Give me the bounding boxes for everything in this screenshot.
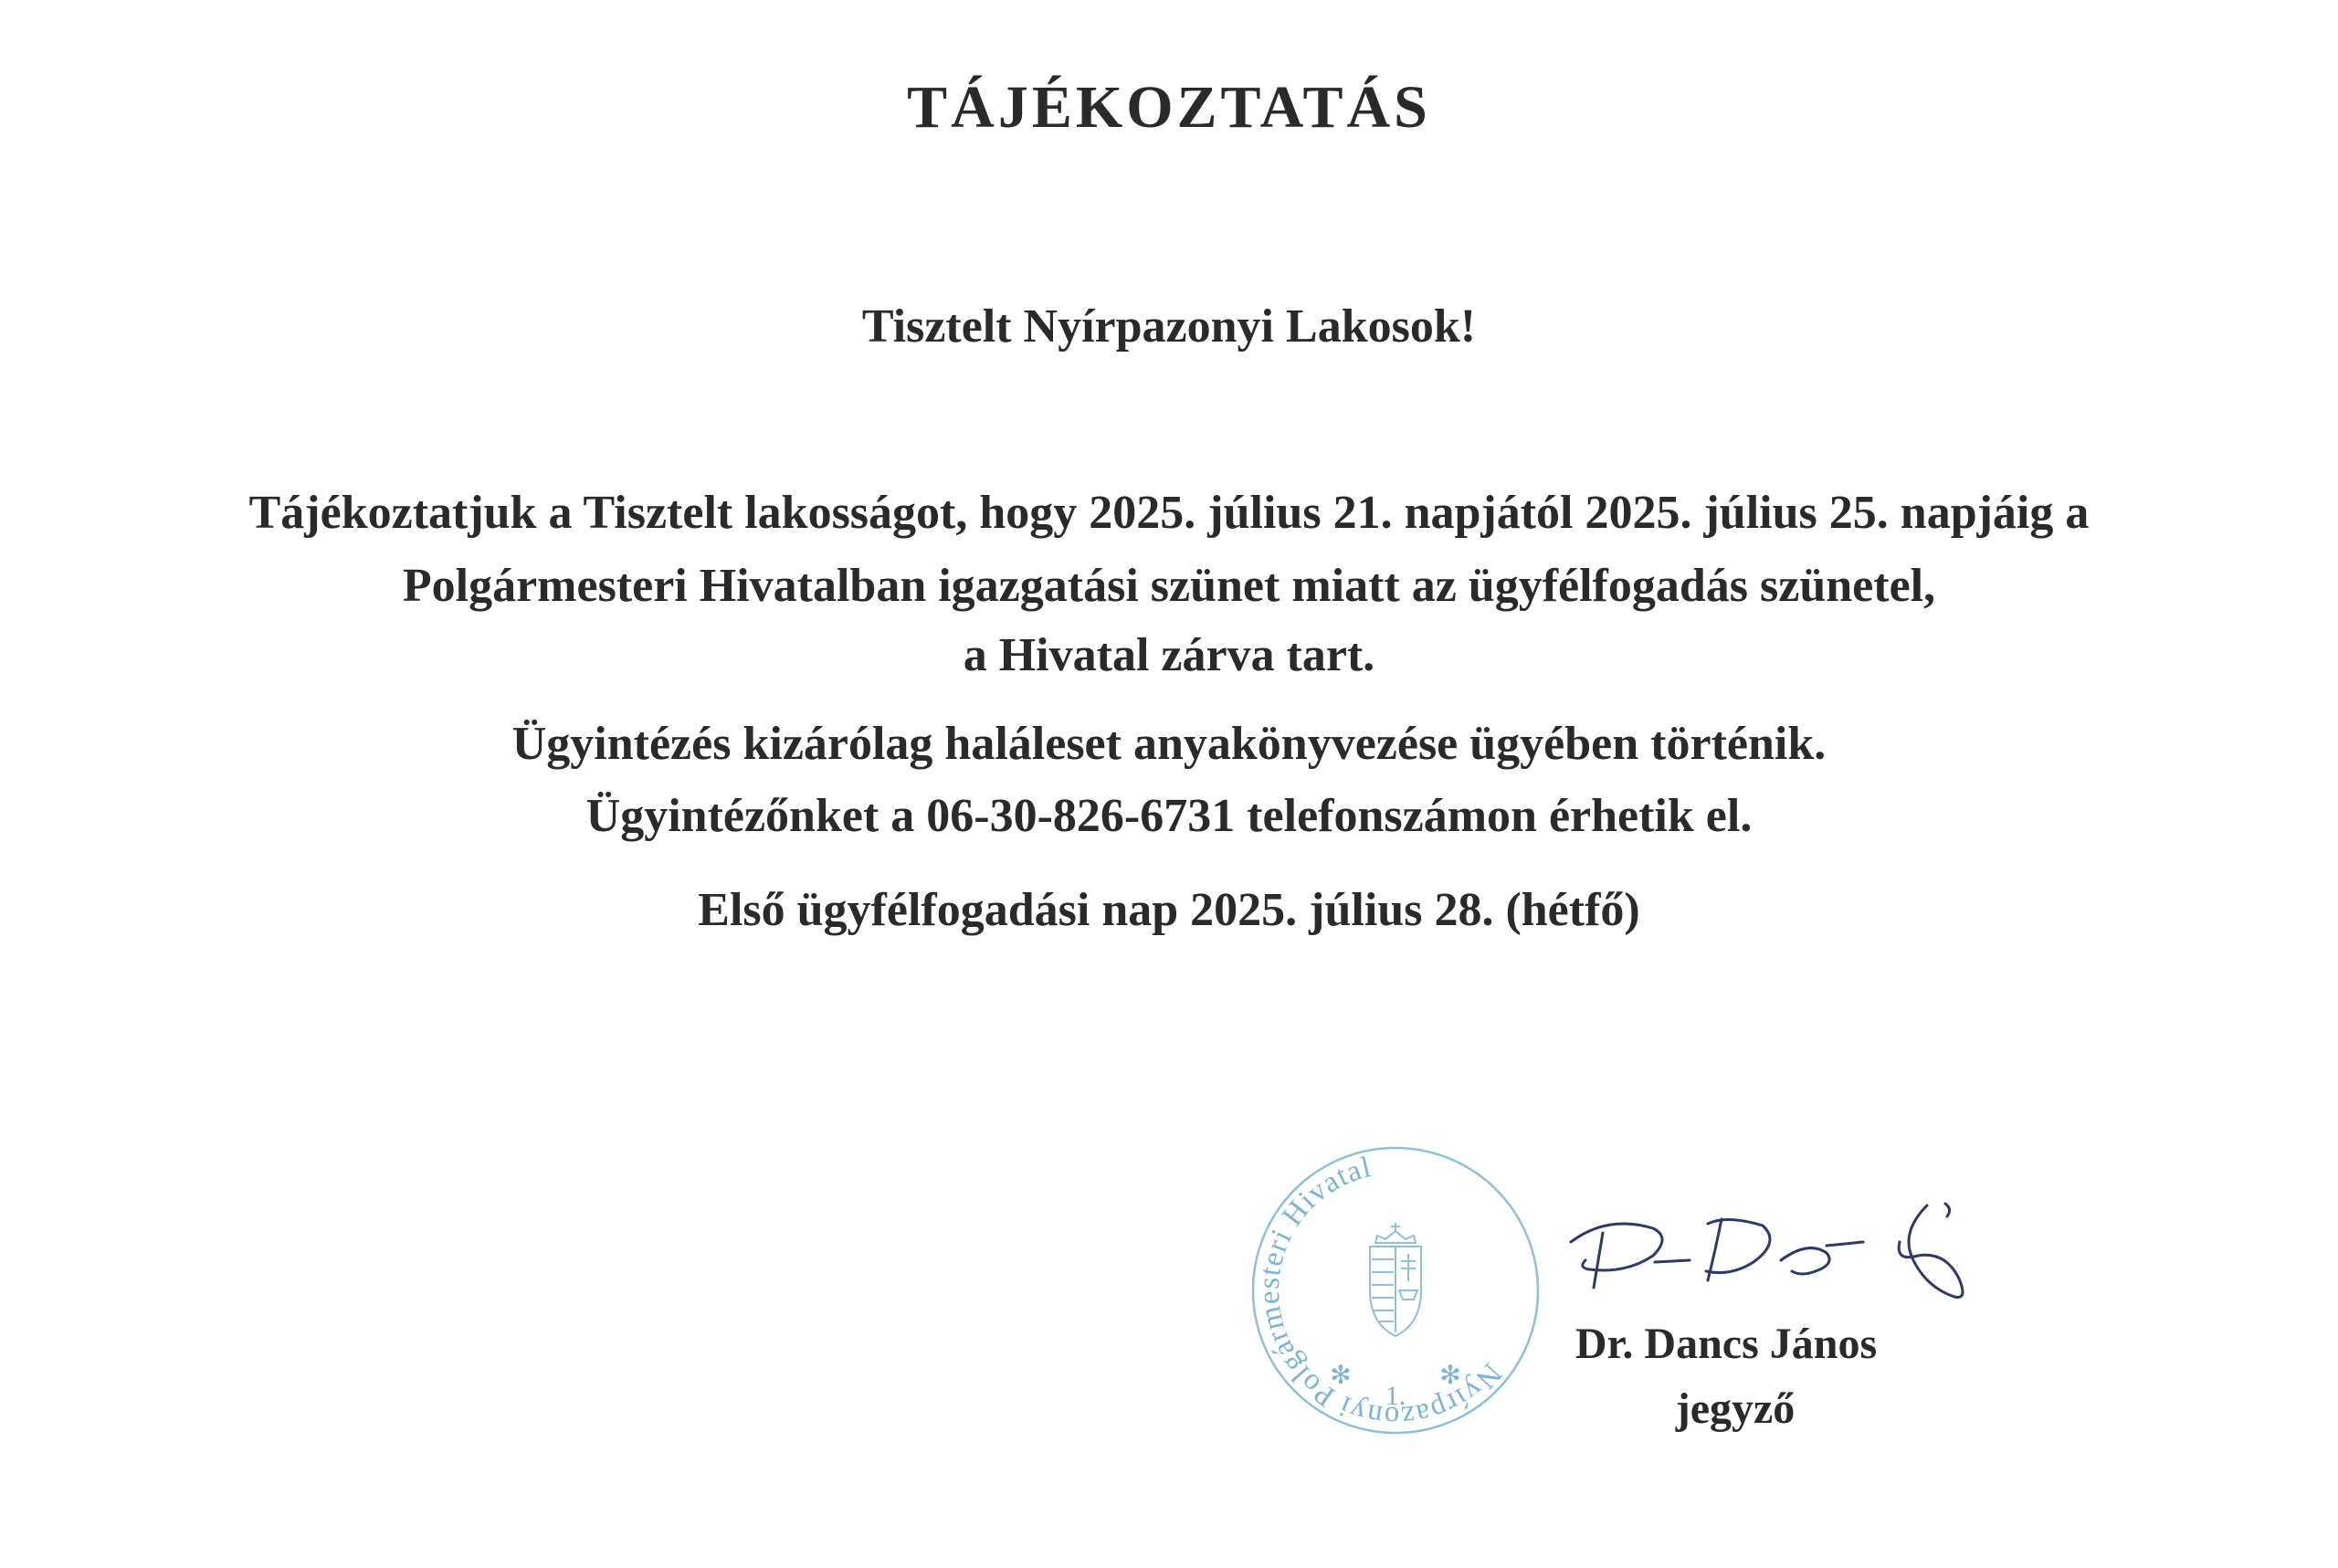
document-title: TÁJÉKOZTATÁS — [907, 74, 1431, 141]
paragraph-line: Ügyintézőnket a 06-30-826-6731 telefonszámon érhetik el. — [585, 790, 1753, 842]
paragraph-line: Polgármesteri Hivatalban igazgatási szünet miatt az ügyfélfogadás szünetel, — [402, 560, 1936, 612]
official-stamp — [1249, 1144, 1542, 1436]
signatory-name: Dr. Dancs János — [1574, 1320, 1878, 1368]
star-icon: ✻ — [1330, 1360, 1352, 1390]
paragraph-line: a Hivatal zárva tart. — [963, 629, 1375, 681]
coat-of-arms-icon — [1370, 1223, 1421, 1336]
stamp-ring-text: Nyírpazonyi Polgármesteri Hivatal — [1252, 1151, 1509, 1434]
handwritten-signature — [1553, 1187, 1991, 1333]
star-icon: ✻ — [1439, 1360, 1461, 1390]
greeting: Tisztelt Nyírpazonyi Lakosok! — [861, 300, 1477, 353]
paragraph-line: Tájékoztatjuk a Tisztelt lakosságot, hogy 2025. július 21. napjától 2025. július 25. napjáig a — [248, 487, 2090, 539]
paragraph-line: Első ügyfélfogadási nap 2025. július 28. (hétfő) — [698, 884, 1640, 936]
signatory-role: jegyző — [1675, 1384, 1796, 1433]
paragraph-line: Ügyintézés kizárólag haláleset anyakönyvezése ügyében történik. — [511, 718, 1827, 770]
stamp-number: 1. — [1385, 1381, 1406, 1411]
